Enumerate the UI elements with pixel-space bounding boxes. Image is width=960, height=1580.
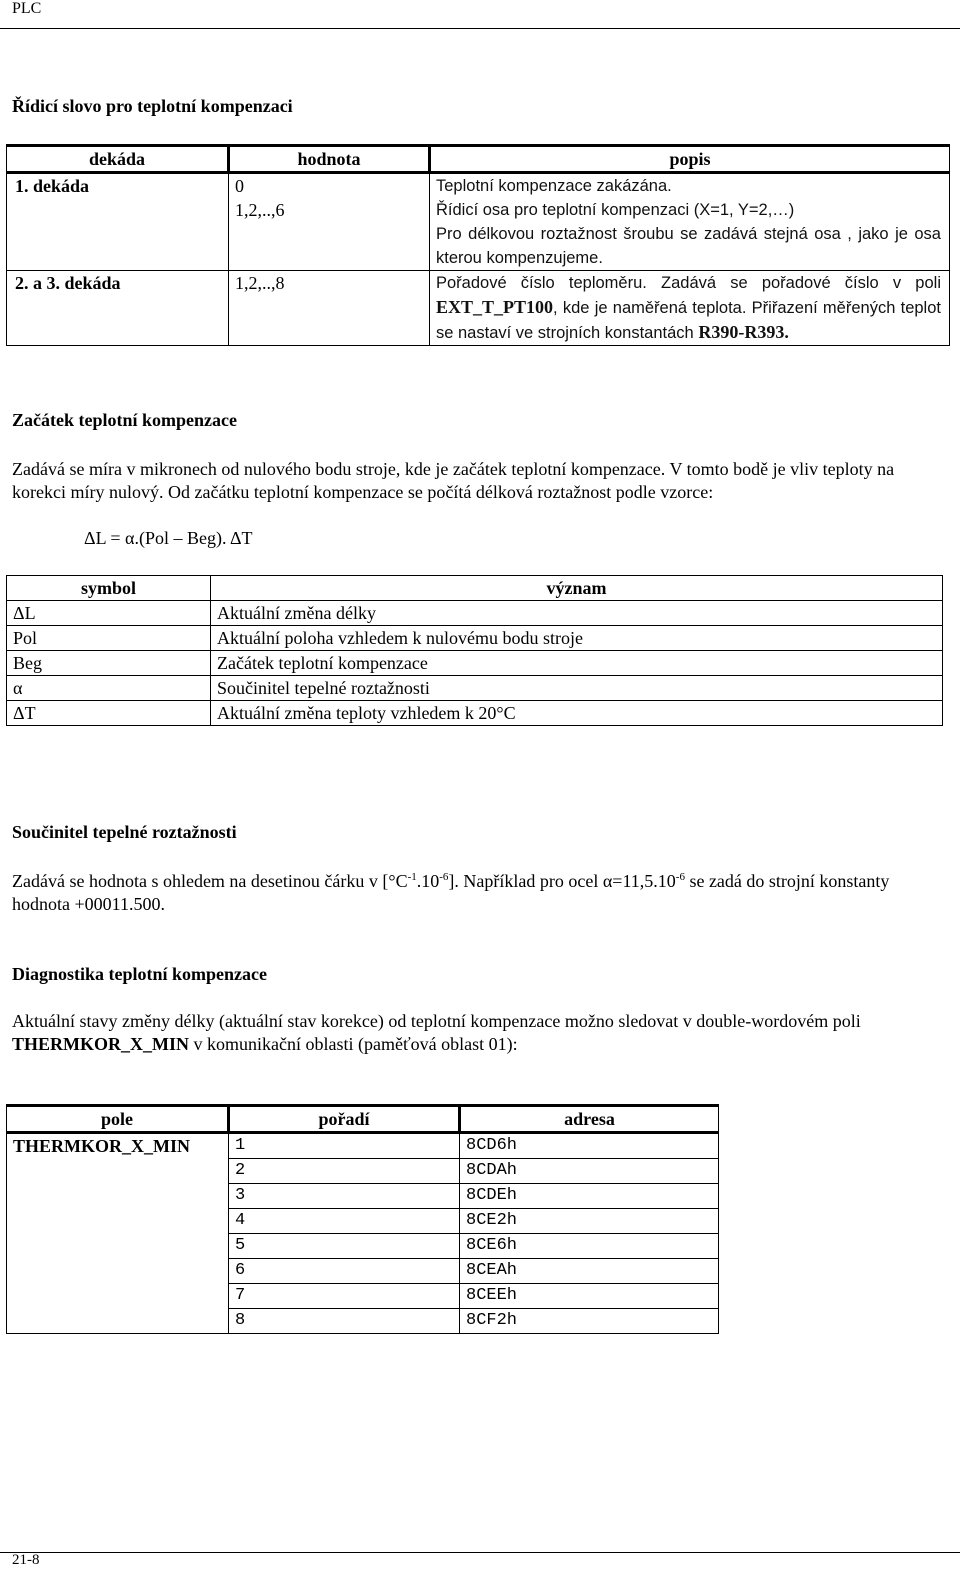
footer-divider	[0, 1552, 960, 1553]
section-title-expansion-coefficient: Součinitel tepelné roztažnosti	[12, 822, 237, 842]
table-row	[7, 173, 950, 199]
cell-symbol: Beg	[7, 651, 211, 676]
cell-dekada	[7, 222, 229, 271]
cell-hodnota: 1,2,..,8	[229, 271, 430, 346]
cell-adresa: 8CD6h	[460, 1133, 719, 1159]
superscript: -1	[407, 871, 417, 883]
symbol-table	[6, 575, 943, 726]
expansion-coefficient-paragraph	[12, 870, 947, 916]
section-title-control-word: Řídicí slovo pro teplotní kompenzaci	[12, 96, 293, 116]
cell-adresa: 8CEAh	[460, 1259, 719, 1284]
paragraph-text: .10	[416, 871, 440, 891]
section-title-compensation-start: Začátek teplotní kompenzace	[12, 410, 237, 430]
popis-text: , kde je naměřená teplota. Přiřazení měřených teplot se nastaví ve strojních konstantách	[436, 299, 941, 342]
cell-pole: THERMKOR_X_MIN	[13, 1136, 190, 1156]
cell-dekada: 2. a 3. dekáda	[7, 271, 229, 346]
cell-popis: Teplotní kompenzace zakázána.	[430, 173, 950, 199]
cell-adresa: 8CF2h	[460, 1309, 719, 1334]
cell-adresa: 8CDEh	[460, 1184, 719, 1209]
paragraph-text: Zadává se hodnota s ohledem na desetinou čárku v [°C	[12, 871, 408, 891]
cell-poradi: 7	[229, 1284, 460, 1309]
table-row	[7, 651, 943, 676]
column-header-dekada: dekáda	[88, 149, 146, 169]
page-header: PLC	[12, 0, 42, 17]
table-row	[7, 1133, 719, 1159]
cell-symbol: ΔL	[7, 601, 211, 626]
cell-hodnota: 0	[229, 173, 430, 199]
table-header-row	[7, 576, 943, 601]
column-header-pole: pole	[100, 1109, 133, 1129]
cell-popis: Řídicí osa pro teplotní kompenzaci (X=1, Y=2,…)	[430, 198, 950, 222]
formula: ΔL = α.(Pol – Beg). ΔT	[84, 528, 253, 548]
paragraph-text: se zadá do strojní konstanty hodnota +00011.500.	[12, 871, 890, 914]
cell-meaning: Aktuální změna teploty vzhledem k 20°C	[211, 701, 943, 726]
cell-poradi: 1	[229, 1133, 460, 1159]
field-name-thermkor: THERMKOR_X_MIN	[12, 1034, 189, 1054]
cell-adresa: 8CEEh	[460, 1284, 719, 1309]
superscript: -6	[675, 871, 685, 883]
paragraph-text: ]. Například pro ocel α=11,5.10	[448, 871, 676, 891]
table-row	[7, 271, 950, 346]
cell-hodnota: 1,2,..,6	[229, 198, 430, 222]
column-header-symbol: symbol	[7, 576, 211, 601]
cell-adresa: 8CE2h	[460, 1209, 719, 1234]
table-header-row	[7, 1106, 719, 1133]
address-table	[6, 1104, 719, 1334]
compensation-start-paragraph: Zadává se míra v mikronech od nulového bodu stroje, kde je začátek teplotní kompenzace. V tomto bodě je vliv teploty na korekci míry nulový. Od začátku teplotní kompenzace se počítá délková roztažnost podle vzorce:	[12, 459, 895, 502]
cell-poradi: 2	[229, 1159, 460, 1184]
cell-adresa: 8CE6h	[460, 1234, 719, 1259]
cell-symbol: ΔT	[7, 701, 211, 726]
machine-constants-range: R390-R393.	[698, 322, 789, 342]
diagnostics-paragraph	[12, 1010, 947, 1056]
control-word-table	[6, 144, 950, 346]
column-header-meaning: význam	[211, 576, 943, 601]
cell-meaning: Aktuální změna délky	[211, 601, 943, 626]
paragraph-text: v komunikační oblasti (paměťová oblast 01):	[189, 1034, 518, 1054]
cell-poradi: 5	[229, 1234, 460, 1259]
page-number: 21-8	[12, 1552, 40, 1568]
cell-symbol: Pol	[7, 626, 211, 651]
cell-hodnota	[229, 222, 430, 271]
cell-adresa: 8CDAh	[460, 1159, 719, 1184]
cell-symbol: α	[7, 676, 211, 701]
column-header-poradi: pořadí	[229, 1106, 460, 1133]
header-divider	[0, 28, 960, 29]
cell-meaning: Součinitel tepelné roztažnosti	[211, 676, 943, 701]
cell-dekada	[7, 198, 229, 222]
table-row	[7, 626, 943, 651]
cell-poradi: 6	[229, 1259, 460, 1284]
field-name-ext-t-pt100: EXT_T_PT100	[436, 297, 554, 317]
table-header-row	[7, 146, 950, 173]
paragraph-text: Aktuální stavy změny délky (aktuální stav korekce) od teplotní kompenzace možno sledovat v double-wordovém poli	[12, 1011, 861, 1031]
popis-text: Pořadové číslo teploměru. Zadává se pořadové číslo v poli	[436, 274, 941, 292]
table-row	[7, 198, 950, 222]
cell-meaning: Začátek teplotní kompenzace	[211, 651, 943, 676]
table-row	[7, 676, 943, 701]
cell-poradi: 8	[229, 1309, 460, 1334]
cell-dekada: 1. dekáda	[15, 176, 90, 196]
section-title-diagnostics: Diagnostika teplotní kompenzace	[12, 964, 268, 984]
table-row	[7, 701, 943, 726]
table-row	[7, 601, 943, 626]
column-header-popis: popis	[430, 146, 950, 173]
cell-poradi: 4	[229, 1209, 460, 1234]
cell-popis: Pro délkovou roztažnost šroubu se zadává stejná osa , jako je osa kterou kompenzujeme.	[430, 222, 950, 271]
cell-meaning: Aktuální poloha vzhledem k nulovému bodu stroje	[211, 626, 943, 651]
table-row	[7, 222, 950, 271]
cell-poradi: 3	[229, 1184, 460, 1209]
column-header-hodnota: hodnota	[229, 146, 430, 173]
column-header-adresa: adresa	[460, 1106, 719, 1133]
superscript: -6	[439, 871, 449, 883]
cell-popis	[430, 271, 950, 346]
